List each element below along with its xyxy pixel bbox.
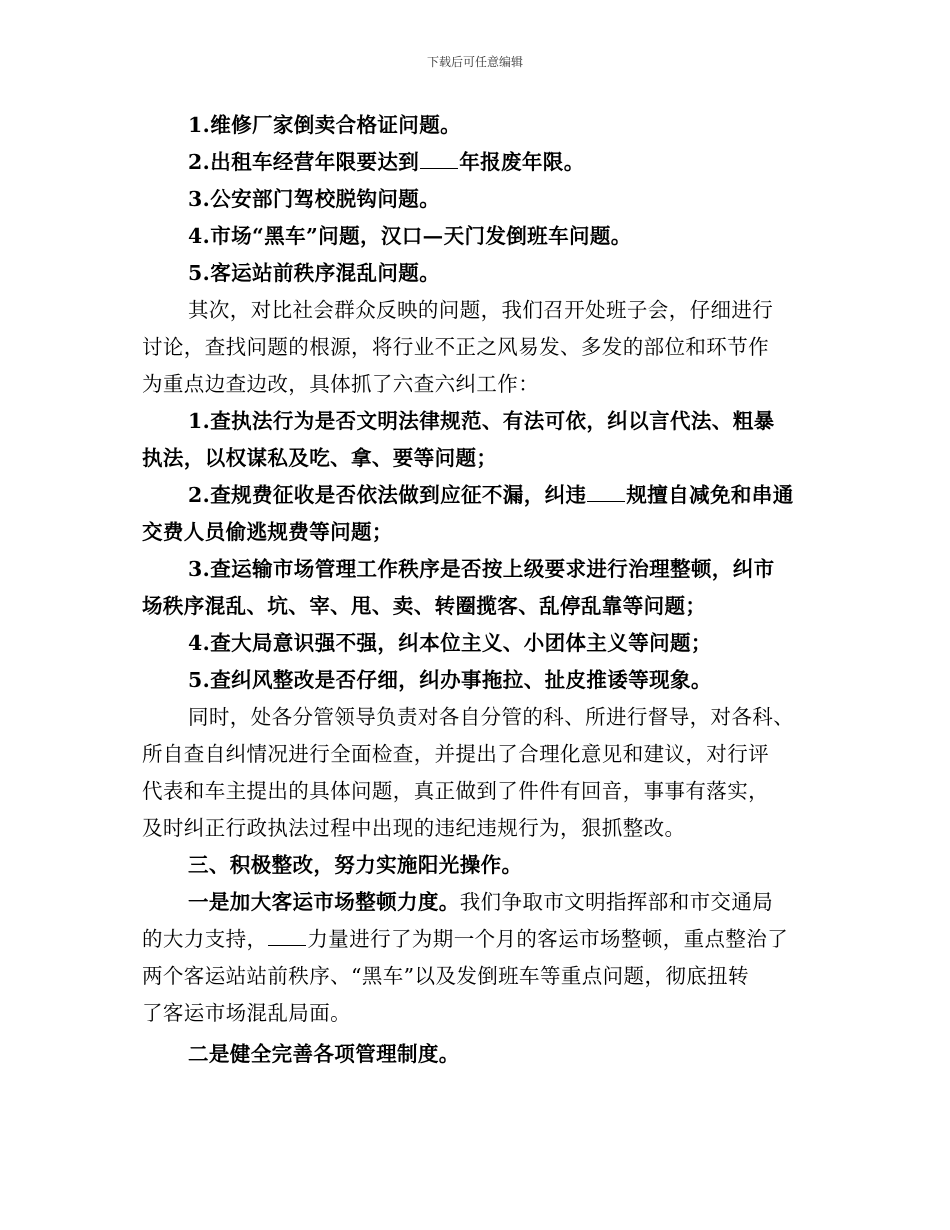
list-item: 5.客运站前秩序混乱问题。 — [188, 261, 441, 285]
fill-blank — [420, 151, 458, 169]
fill-blank — [268, 928, 306, 946]
paragraph-lead-line: 二是健全完善各项管理制度。 — [188, 1042, 460, 1066]
list-item: 1.维修厂家倒卖合格证问题。 — [188, 113, 462, 137]
list-item: 4.市场“黑车”问题，汉口—天门发倒班车问题。 — [188, 224, 632, 248]
list-item-text: 2.出租车经营年限要达到 — [188, 150, 420, 174]
paragraph-line — [188, 887, 773, 917]
paragraph-line: 及时纠正行政执法过程中出现的违纪违规行为，狠抓整改。 — [142, 816, 686, 840]
check-item: 执法，以权谋私及吃、拿、要等问题； — [142, 446, 498, 470]
paragraph-line: 了客运市场混乱局面。 — [142, 1001, 351, 1025]
check-item-text: 规擅自减免和串通 — [626, 483, 794, 507]
paragraph-text: 我们争取市文明指挥部和市交通局 — [459, 890, 774, 914]
paragraph-line: 讨论，查找问题的根源，将行业不正之风易发、多发的部位和环节作 — [142, 335, 769, 359]
section-heading: 三、积极整改，努力实施阳光操作。 — [188, 853, 523, 877]
paragraph-text: 力量进行了为期一个月的客运市场整顿，重点整治了 — [307, 927, 789, 951]
paragraph-line: 为重点边查边改，具体抓了六查六纠工作： — [142, 372, 540, 396]
paragraph-lead: 一是加大客运市场整顿力度。 — [188, 890, 460, 914]
fill-blank — [587, 484, 625, 502]
check-item: 场秩序混乱、坑、宰、甩、卖、转圈揽客、乱停乱靠等问题； — [142, 594, 707, 618]
paragraph-line: 同时，处各分管领导负责对各自分管的科、所进行督导，对各科、 — [188, 705, 795, 729]
paragraph-line: 其次，对比社会群众反映的问题，我们召开处班子会，仔细进行 — [188, 298, 774, 322]
check-item: 5.查纠风整改是否仔细，纠办事拖拉、扯皮推诿等现象。 — [188, 668, 712, 692]
paragraph-line: 所自查自纠情况进行全面检查，并提出了合理化意见和建议，对行评 — [142, 742, 769, 766]
list-item: 3.公安部门驾校脱钩问题。 — [188, 187, 441, 211]
check-item-text: 2.查规费征收是否依法做到应征不漏，纠违 — [188, 483, 587, 507]
paragraph-line: 两个客运站站前秩序、“黑车”以及发倒班车等重点问题，彻底扭转 — [142, 964, 749, 988]
check-item: 交费人员偷逃规费等问题； — [142, 520, 393, 544]
list-item — [188, 147, 585, 177]
paragraph-line: 代表和车主提出的具体问题，真正做到了件件有回音，事事有落实， — [142, 779, 769, 803]
check-item: 1.查执法行为是否文明法律规范、有法可依，纠以言代法、粗暴 — [188, 409, 775, 433]
paragraph-text: 的大力支持， — [142, 927, 268, 951]
paragraph-line — [142, 924, 788, 954]
check-item: 3.查运输市场管理工作秩序是否按上级要求进行治理整顿，纠市 — [188, 557, 775, 581]
page-header: 下载后可任意编辑 — [426, 55, 523, 69]
check-item: 4.查大局意识强不强，纠本位主义、小团体主义等问题； — [188, 631, 712, 655]
check-item — [188, 480, 794, 510]
list-item-text: 年报废年限。 — [459, 150, 585, 174]
